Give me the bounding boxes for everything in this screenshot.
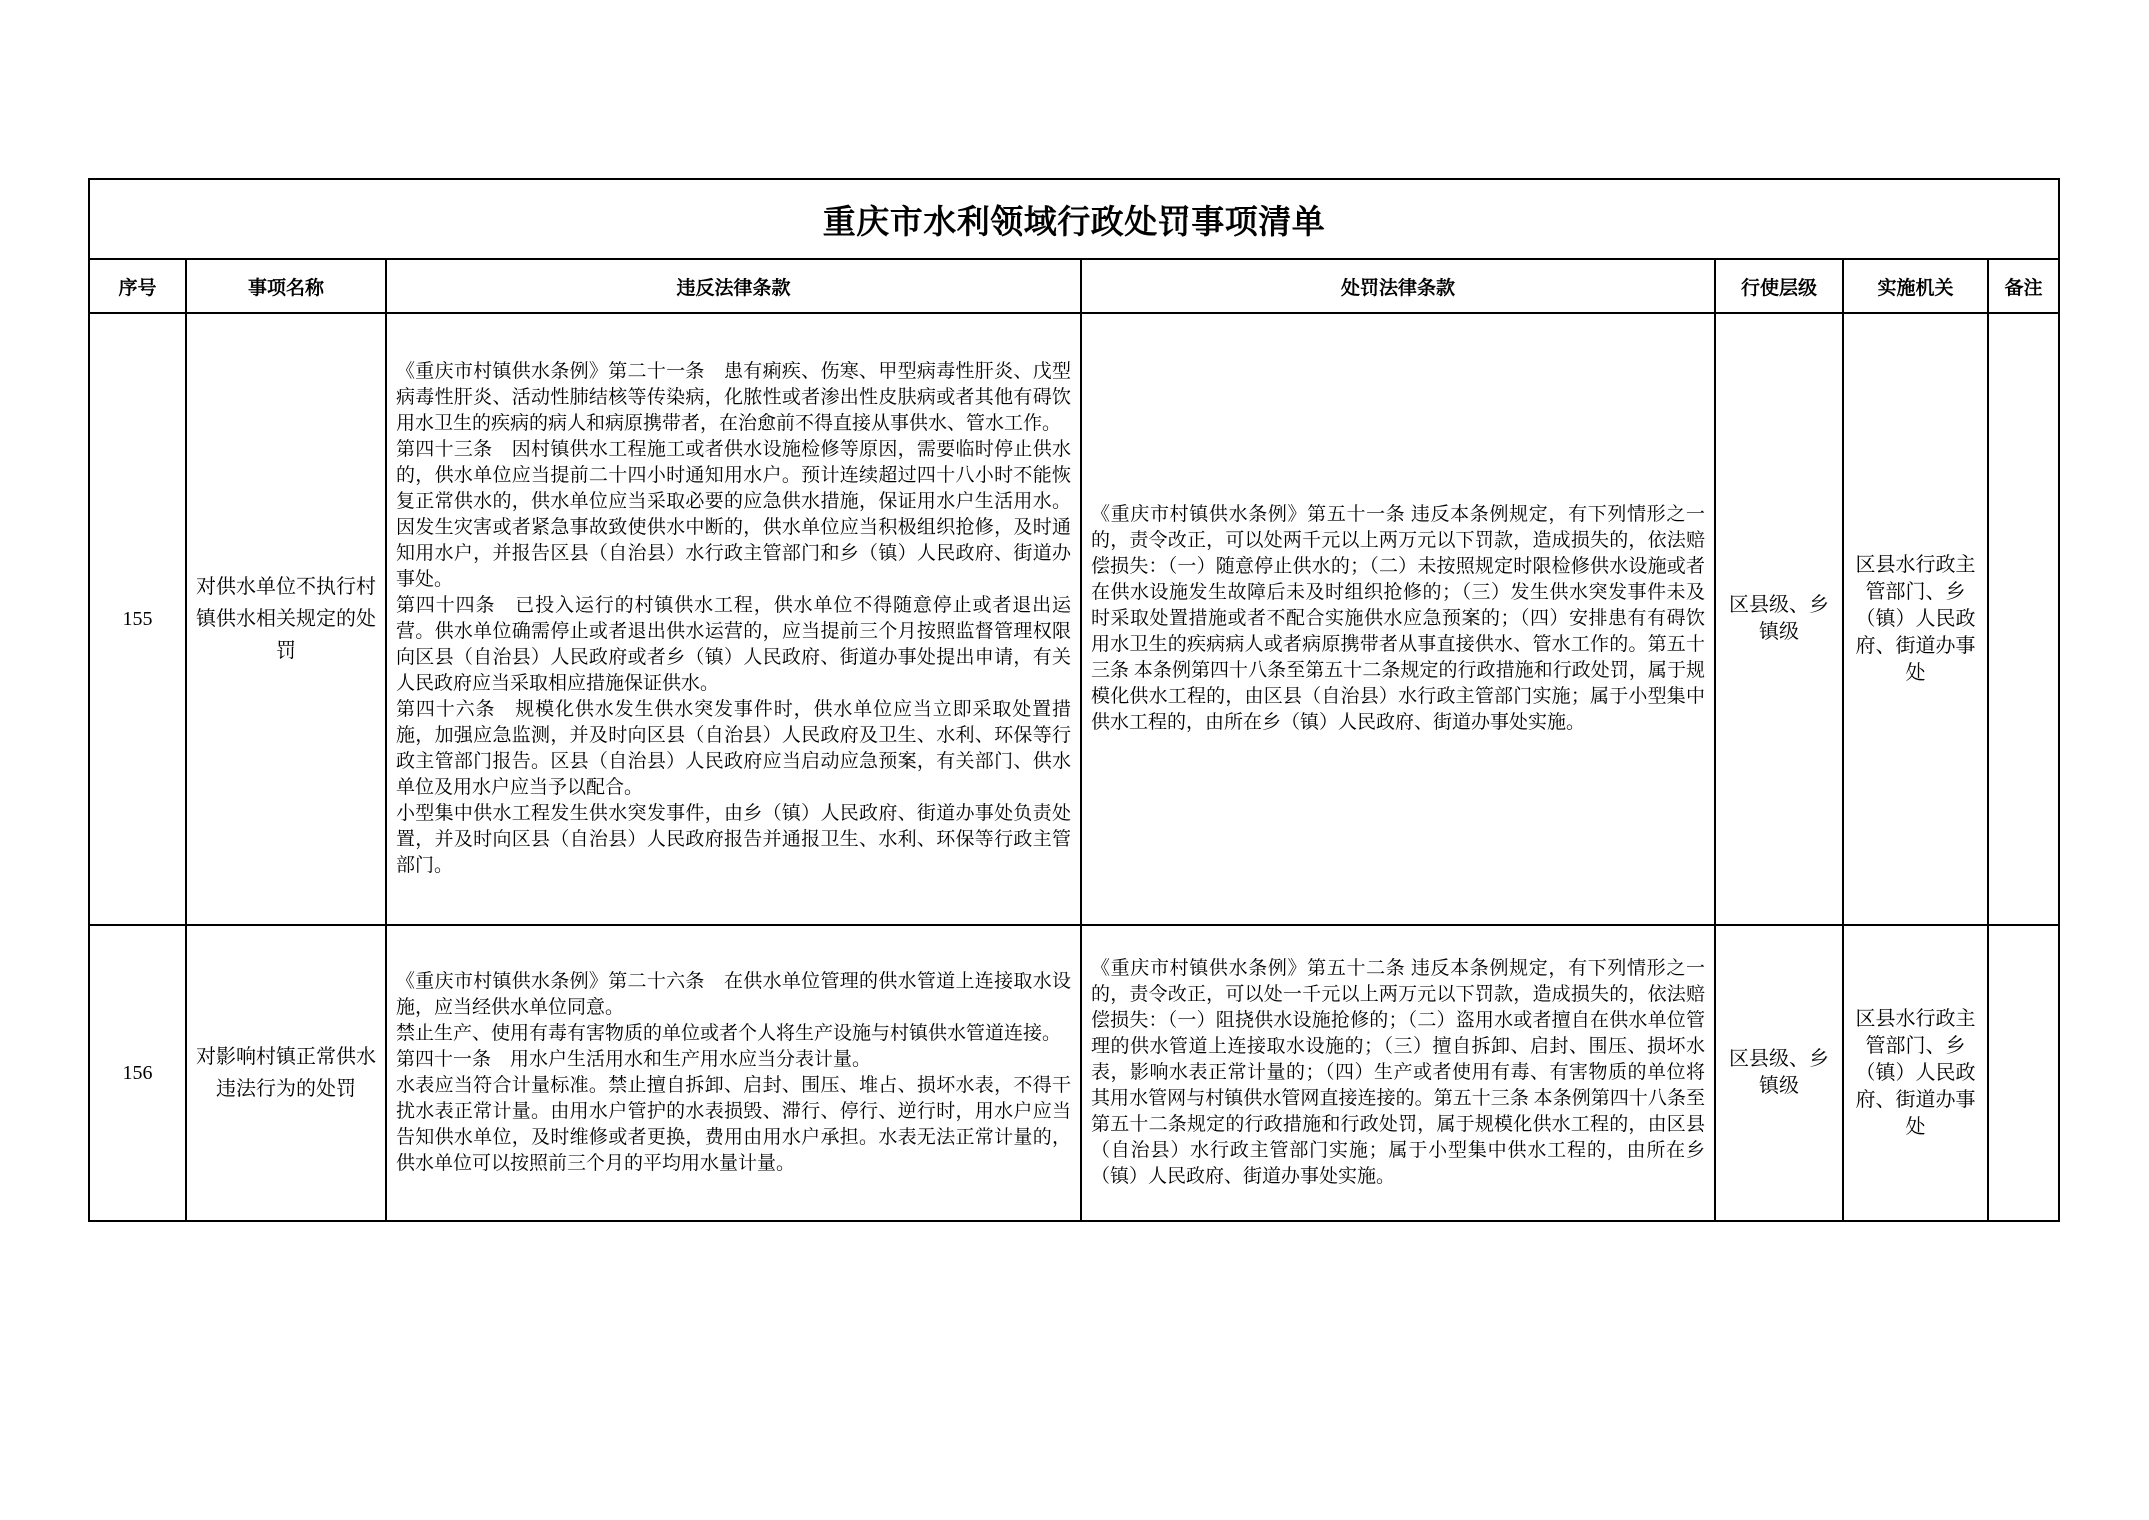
- cell-remarks: [1988, 313, 2059, 925]
- cell-item-name: 对影响村镇正常供水违法行为的处罚: [186, 925, 386, 1221]
- cell-seq: 155: [89, 313, 186, 925]
- table-row: [89, 925, 2059, 1221]
- cell-violated-law: 《重庆市村镇供水条例》第二十六条 在供水单位管理的供水管道上连接取水设施，应当经供水单位同意。 禁止生产、使用有毒有害物质的单位或者个人将生产设施与村镇供水管道连接。 第四十一条 用水户生活用水和生产用水应当分表计量。 水表应当符合计量标准。禁止擅自拆卸、启封、围压、堆占、损坏水表，不得干扰水表正常计量。由用水户管护的水表损毁、滞行、停行、逆行时，用水户应当告知供水单位，及时维修或者更换，费用由用水户承担。水表无法正常计量的，供水单位可以按照前三个月的平均用水量计量。: [386, 925, 1081, 1221]
- column-header-exercise-level: 行使层级: [1715, 259, 1843, 313]
- cell-exercise-level: 区县级、乡镇级: [1715, 925, 1843, 1221]
- cell-penalty-law: 《重庆市村镇供水条例》第五十一条 违反本条例规定，有下列情形之一的，责令改正，可以处两千元以上两万元以下罚款，造成损失的，依法赔偿损失：（一）随意停止供水的；（二）未按照规定时限检修供水设施或者在供水设施发生故障后未及时组织抢修的；（三）发生供水突发事件未及时采取处置措施或者不配合实施供水应急预案的；（四）安排患有有碍饮用水卫生的疾病病人或者病原携带者从事直接供水、管水工作的。第五十三条 本条例第四十八条至第五十二条规定的行政措施和行政处罚，属于规模化供水工程的，由区县（自治县）水行政主管部门实施；属于小型集中供水工程的，由所在乡（镇）人民政府、街道办事处实施。: [1081, 313, 1715, 925]
- cell-seq: 156: [89, 925, 186, 1221]
- column-header-seq: 序号: [89, 259, 186, 313]
- title-row: [89, 179, 2059, 259]
- table-row: [89, 313, 2059, 925]
- penalty-items-table: [88, 178, 2060, 1222]
- cell-violated-law: 《重庆市村镇供水条例》第二十一条 患有痢疾、伤寒、甲型病毒性肝炎、戊型病毒性肝炎、活动性肺结核等传染病，化脓性或者渗出性皮肤病或者其他有碍饮用水卫生的疾病的病人和病原携带者，在治愈前不得直接从事供水、管水工作。 第四十三条 因村镇供水工程施工或者供水设施检修等原因，需要临时停止供水的，供水单位应当提前二十四小时通知用水户。预计连续超过四十八小时不能恢复正常供水的，供水单位应当采取必要的应急供水措施，保证用水户生活用水。因发生灾害或者紧急事故致使供水中断的，供水单位应当积极组织抢修，及时通知用水户，并报告区县（自治县）水行政主管部门和乡（镇）人民政府、街道办事处。 第四十四条 已投入运行的村镇供水工程，供水单位不得随意停止或者退出运营。供水单位确需停止或者退出供水运营的，应当提前三个月按照监督管理权限向区县（自治县）人民政府或者乡（镇）人民政府、街道办事处提出申请，有关人民政府应当采取相应措施保证供水。 第四十六条 规模化供水发生供水突发事件时，供水单位应当立即采取处置措施，加强应急监测，并及时向区县（自治县）人民政府及卫生、水利、环保等行政主管部门报告。区县（自治县）人民政府应当启动应急预案，有关部门、供水单位及用水户应当予以配合。 小型集中供水工程发生供水突发事件，由乡（镇）人民政府、街道办事处负责处置，并及时向区县（自治县）人民政府报告并通报卫生、水利、环保等行政主管部门。: [386, 313, 1081, 925]
- cell-implementing-agency: 区县水行政主管部门、乡（镇）人民政府、街道办事处: [1843, 925, 1988, 1221]
- cell-remarks: [1988, 925, 2059, 1221]
- cell-implementing-agency: 区县水行政主管部门、乡（镇）人民政府、街道办事处: [1843, 313, 1988, 925]
- column-header-item-name: 事项名称: [186, 259, 386, 313]
- column-header-remarks: 备注: [1988, 259, 2059, 313]
- cell-item-name: 对供水单位不执行村镇供水相关规定的处罚: [186, 313, 386, 925]
- column-header-violated-law: 违反法律条款: [386, 259, 1081, 313]
- cell-exercise-level: 区县级、乡镇级: [1715, 313, 1843, 925]
- cell-penalty-law: 《重庆市村镇供水条例》第五十二条 违反本条例规定，有下列情形之一的，责令改正，可以处一千元以上两万元以下罚款，造成损失的，依法赔偿损失：（一）阻挠供水设施抢修的；（二）盗用水或者擅自在供水单位管理的供水管道上连接取水设施的；（三）擅自拆卸、启封、围压、损坏水表，影响水表正常计量的；（四）生产或者使用有毒、有害物质的单位将其用水管网与村镇供水管网直接连接的。第五十三条 本条例第四十八条至第五十二条规定的行政措施和行政处罚，属于规模化供水工程的，由区县（自治县）水行政主管部门实施；属于小型集中供水工程的，由所在乡（镇）人民政府、街道办事处实施。: [1081, 925, 1715, 1221]
- column-header-penalty-law: 处罚法律条款: [1081, 259, 1715, 313]
- table-header-row: [89, 259, 2059, 313]
- column-header-implementing-agency: 实施机关: [1843, 259, 1988, 313]
- document-title: 重庆市水利领域行政处罚事项清单: [89, 179, 2059, 259]
